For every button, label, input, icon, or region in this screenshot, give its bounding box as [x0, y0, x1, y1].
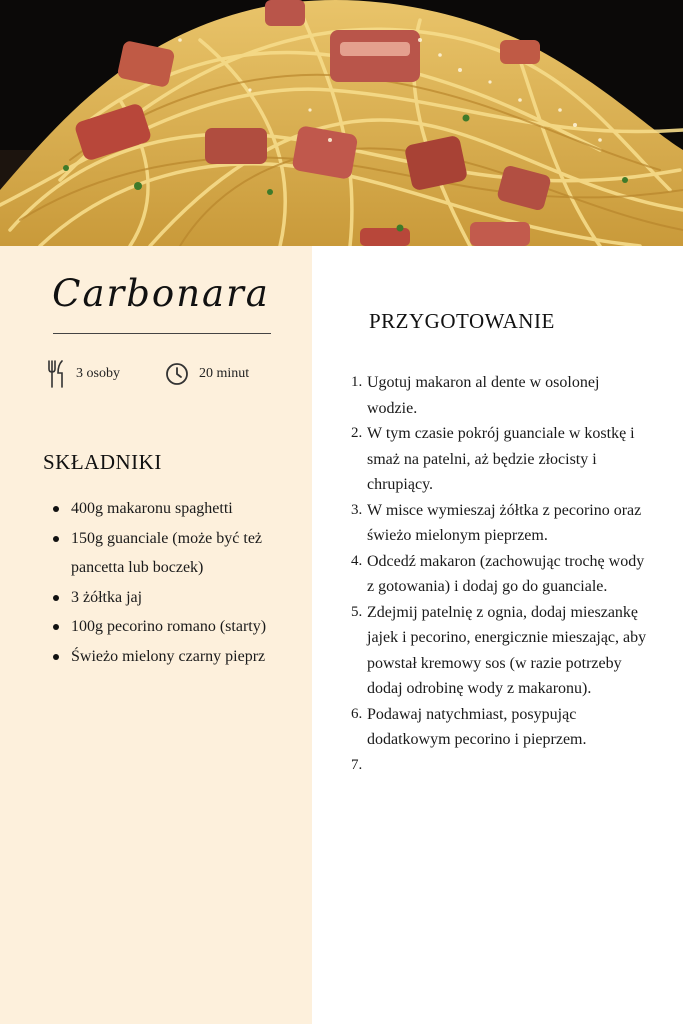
clock-icon [165, 362, 189, 386]
step-text: W tym czasie pokrój guanciale w kostkę i smaż na patelni, aż będzie złocisty i chrupiący. [367, 425, 635, 493]
ingredients-list [52, 494, 292, 671]
step-text: Ugotuj makaron al dente w osolonej wodzie. [367, 374, 600, 417]
time-info [165, 359, 249, 389]
list-item: 150g guanciale (może być też pancetta lub boczek) [52, 524, 292, 583]
step-number: 1. [351, 374, 363, 390]
list-item: 400g makaronu spaghetti [52, 494, 292, 524]
list-item [351, 702, 651, 753]
step-number: 2. [351, 425, 363, 441]
step-number: 7. [351, 756, 363, 773]
fork-knife-icon [46, 359, 66, 389]
preparation-heading: PRZYGOTOWANIE [369, 309, 555, 333]
list-item: 3 żółtka jaj [52, 583, 292, 613]
recipe-title: Carbonara [52, 272, 270, 315]
step-text: W misce wymieszaj żółtka z pecorino oraz świeżo mielonym pieprzem. [367, 501, 642, 544]
list-item: Świeżo mielony czarny pieprz [52, 642, 292, 672]
list-item [351, 498, 651, 549]
step-number: 6. [351, 705, 363, 722]
list-item [351, 549, 651, 600]
title-divider [53, 333, 271, 334]
step-number: 5. [351, 603, 363, 620]
step-number: 3. [351, 501, 363, 518]
carbonara-photo [0, 0, 683, 246]
list-item [351, 421, 651, 498]
list-item [351, 753, 651, 779]
step-number: 4. [351, 552, 363, 569]
steps-list [351, 370, 651, 778]
servings-text: 3 osoby [76, 366, 120, 381]
list-item: 100g pecorino romano (starty) [52, 612, 292, 642]
time-text: 20 minut [199, 366, 250, 381]
servings-info [46, 359, 120, 389]
list-item [351, 370, 651, 421]
step-text: Odcedź makaron (zachowując trochę wody z gotowania) i dodaj go do guanciale. [367, 552, 645, 595]
hero-image [0, 0, 683, 246]
list-item [351, 600, 651, 702]
ingredients-heading: SKŁADNIKI [43, 450, 162, 474]
step-text: Zdejmij patelnię z ognia, dodaj mieszankę jajek i pecorino, energicznie mieszając, aby powstał kremowy sos (w razie potrzeby dodaj odrobinę wody z makaronu). [367, 603, 647, 697]
step-text: Podawaj natychmiast, posypując dodatkowym pecorino i pieprzem. [367, 705, 587, 748]
